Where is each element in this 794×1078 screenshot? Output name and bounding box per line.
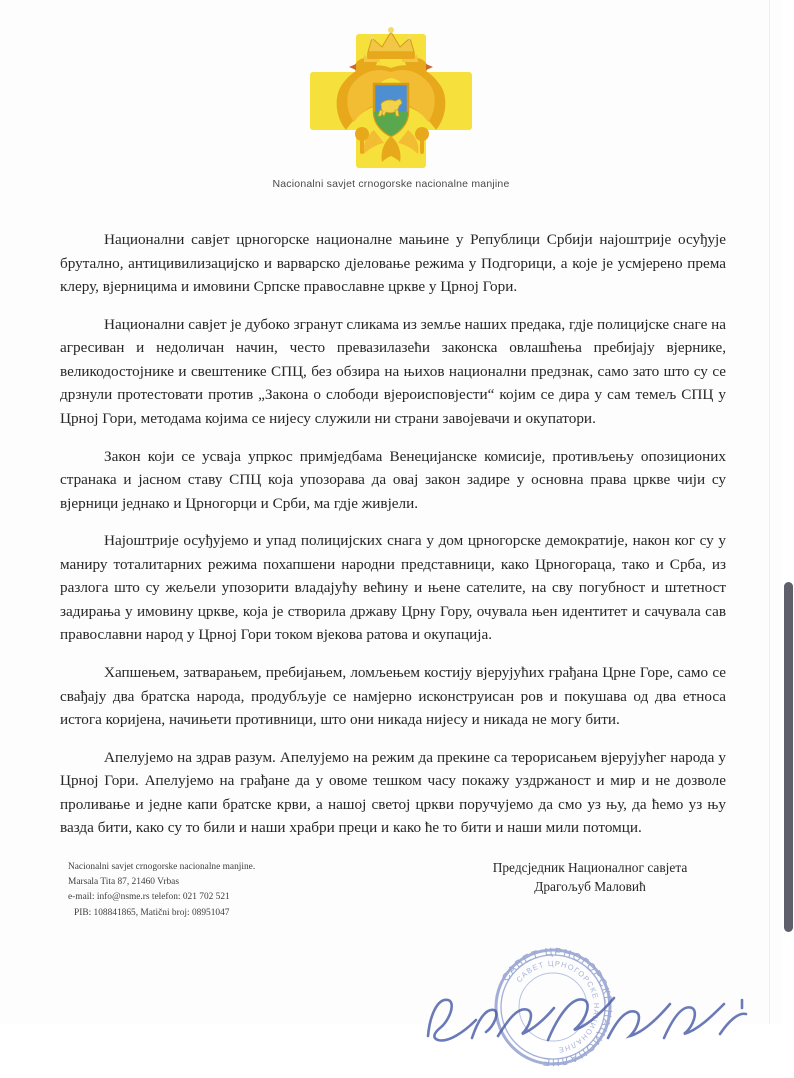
montenegro-coat-of-arms-icon <box>296 26 486 176</box>
svg-text:САВЕТ ЦРНОГОРСКЕ НАЦИОНАЛНЕ: САВЕТ ЦРНОГОРСКЕ НАЦИОНАЛНЕ <box>514 958 602 1055</box>
contact-address: Marsala Tita 87, 21460 Vrbas <box>68 877 179 888</box>
signature-block <box>440 858 740 896</box>
vertical-scrollbar[interactable] <box>782 0 794 1024</box>
body-paragraph: Национални савјет црногорске националне мањине у Републици Србији најоштрије осуђује брутално, антицивилизацијско и варварско дјеловање режима у Подгорици, а које је усмјерено према клеру, вјерницима и имовини Српске православне цркве у Црној Гори. <box>60 231 726 296</box>
signatory-title: Предсједник Националног савјета <box>492 860 688 875</box>
letterhead <box>0 0 782 190</box>
svg-text:САВЕТ ЦРНОГОРСКЕ НАЦИОНАЛНЕ: САВЕТ ЦРНОГОРСКЕ НАЦИОНАЛНЕ <box>499 945 615 1069</box>
contact-block <box>68 860 255 921</box>
handwritten-signature-icon <box>420 986 760 1046</box>
contact-organization: Nacionalni savjet crnogorske nacionalne manjine. <box>68 862 256 872</box>
contact-registration: PIB: 108841865, Matični broj: 08951047 <box>74 907 230 918</box>
contact-email-phone: e-mail: info@nsme.rs telefon: 021 702 521 <box>68 892 230 903</box>
page-right-edge <box>769 0 770 1024</box>
body-paragraph: Закон који се усваја упркос примједбама Венецијанске комисије, противљењу опозиционих странака и јасном ставу СПЦ која упозорава да овај закон задире у основна права цркве чији су вјерници једнако и Црногорци и Срби, ма гдје живјели. <box>60 447 726 512</box>
body-paragraph: Најоштрије осуђујемо и упад полицијских снага у дом црногорске демократије, након ког су у маниру тоталитарних режима похапшени народни представници, како Црногораца, тако и Срба, из разлога што су жељели упозорити владајућу већину и њене сателите, на сву погубност и штетност задирања у имовину цркве, која је створила државу Црну Гору, очувала њен идентитет и сачувала сав православни народ у Црној Гори током вјекова ратова и окупација. <box>60 532 726 644</box>
body-paragraph: Национални савјет је дубоко згранут сликама из земље наших предака, гдје полицијске снаге на агресиван и недоличан начин, често превазилазећи законска овлашћења пребијају вјернике, великодостојнике и свештенике СПЦ, без обзира на њихов национални предзнак, само зато што су се дрзнули протестовати против „Закона о слободи вјероисповјести“ којим се дира у сам темељ СПЦ у Црној Гори, методама којима се нијесу служили ни страни завојевачи и окупатори. <box>60 315 726 427</box>
vertical-scrollbar-thumb[interactable] <box>784 582 793 932</box>
signatory-name: Драгољуб Маловић <box>534 879 646 895</box>
body-paragraph: Хапшењем, затварањем, пребијањем, ломљењем костију вјерујућих грађана Црне Горе, само се свађају два братска народа, продубљује се намјерно исконструисан ров и покушава од два етноса истога коријена, начињети противници, што они никада нијесу и никада не могу бити. <box>60 664 726 729</box>
letter-footer <box>0 856 782 1069</box>
stamp-area <box>420 934 760 1069</box>
organization-caption: Nacionalni savjet crnogorske nacionalne manjine <box>272 178 510 190</box>
body-paragraph: Апелујемо на здрав разум. Апелујемо на режим да прекине са терорисањем вјерујућег народа у Црној Гори. Апелујемо на грађане да у овоме тешком часу покажу уздржаност и мир и не дозволе проливање и једне капи братске крви, а нашој светој цркви поручујемо да смо уз њу, да ћемо уз њу вазда бити, како су то били и наши храбри преци и како ће то бити и наши мили потомци. <box>60 748 726 837</box>
letter-body <box>60 228 726 840</box>
